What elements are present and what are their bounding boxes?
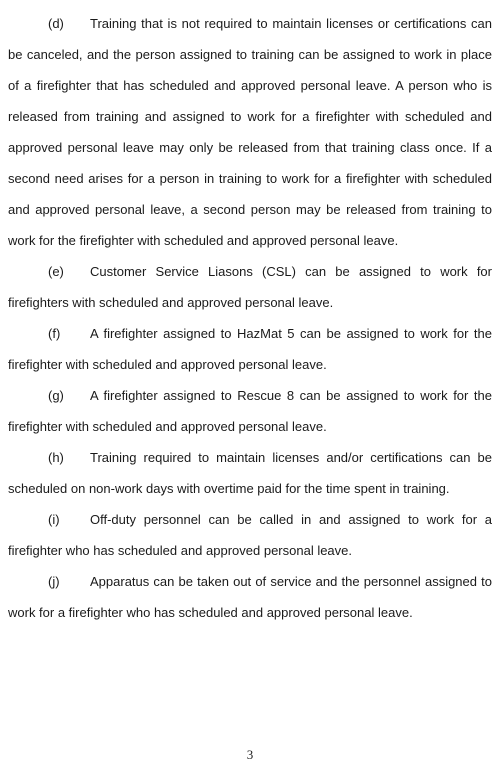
paragraph-j bbox=[8, 566, 492, 628]
paragraph-text: A firefighter assigned to HazMat 5 can be assigned to work for the firefighter with scheduled and approved personal leave. bbox=[8, 326, 492, 372]
paragraph-label: (e) bbox=[48, 264, 64, 279]
paragraph-i bbox=[8, 504, 492, 566]
paragraph-text: A firefighter assigned to Rescue 8 can be assigned to work for the firefighter with scheduled and approved personal leave. bbox=[8, 388, 492, 434]
paragraph-label: (d) bbox=[48, 16, 64, 31]
paragraph-f bbox=[8, 318, 492, 380]
paragraph-g bbox=[8, 380, 492, 442]
paragraph-label: (f) bbox=[48, 326, 61, 341]
paragraph-label: (j) bbox=[48, 574, 60, 589]
paragraph-text: Training required to maintain licenses and/or certifications can be scheduled on non-work days with overtime paid for the time spent in training. bbox=[8, 450, 492, 496]
paragraph-d bbox=[8, 8, 492, 256]
paragraph-h bbox=[8, 442, 492, 504]
page-number: 3 bbox=[246, 747, 254, 762]
paragraph-text: Off-duty personnel can be called in and assigned to work for a firefighter who has scheduled and approved personal leave. bbox=[8, 512, 492, 558]
paragraph-e bbox=[8, 256, 492, 318]
paragraph-text: Customer Service Liasons (CSL) can be assigned to work for firefighters with scheduled and approved personal leave. bbox=[8, 264, 492, 310]
paragraph-text: Training that is not required to maintain licenses or certifications can be canceled, and the person assigned to training can be assigned to work in place of a firefighter that has scheduled and approved personal leave. A person who is released from training and assigned to work for a firefighter with scheduled and approved personal leave may only be released from that training class once. If a second need arises for a person in training to work for a firefighter with scheduled and approved personal leave, a second person may be released from training to work for the firefighter with scheduled and approved personal leave. bbox=[8, 16, 492, 248]
paragraph-label: (i) bbox=[48, 512, 60, 527]
paragraph-text: Apparatus can be taken out of service and the personnel assigned to work for a firefighter who has scheduled and approved personal leave. bbox=[8, 574, 492, 620]
paragraph-label: (h) bbox=[48, 450, 64, 465]
paragraph-label: (g) bbox=[48, 388, 64, 403]
